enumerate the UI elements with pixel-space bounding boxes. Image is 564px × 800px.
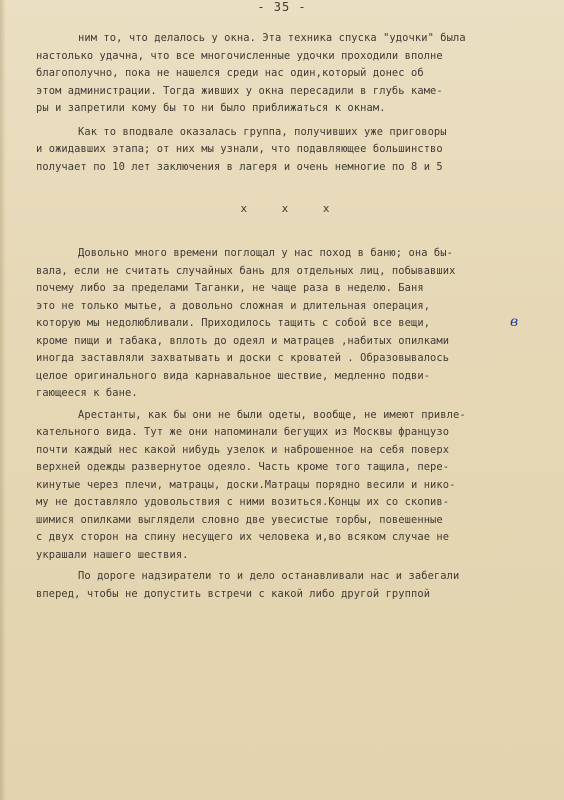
text-line: вперед, чтобы не допустить встречи с какой либо другой группой [36, 587, 431, 600]
text-line: почти каждый нес какой нибудь узелок и наброшенное на себя поверх [36, 443, 450, 456]
text-line: Как то вподвале оказалась группа, получивших уже приговоры [78, 125, 447, 138]
text-line: гающееся к бане. [36, 387, 138, 399]
text-line: которую мы недолюбливали. Приходилось тащить с собой все вещи, [36, 317, 431, 329]
paper-edge [0, 0, 6, 800]
text-line: По дороге надзиратели то и дело останавливали нас и забегали [78, 570, 460, 582]
text-line: Довольно много времени поглощал у нас поход в баню; она бы- [78, 247, 453, 259]
handwritten-correction: в [510, 314, 519, 330]
text-line: кинутые через плечи, матрацы, доски.Матрацы порядно весили и нико- [36, 478, 456, 491]
document-body [36, 30, 548, 603]
text-line: получает по 10 лет заключения в лагеря и очень немногие по 8 и 5 [36, 160, 443, 173]
text-line: почему либо за пределами Таганки, не чаще раза в неделю. Баня [36, 282, 424, 294]
text-line: кроме пищи и табака, вплоть до одеял и матрацев ,набитых опилками [36, 334, 450, 347]
text-line: шимися опилками выглядели словно две увесистые торбы, повешенные [36, 513, 443, 526]
text-line: настолько удачна, что все многочисленные удочки проходили вполне [36, 49, 443, 62]
text-line: украшали нашего шествия. [36, 548, 189, 561]
text-line: этом администрации. Тогда живших у окна пересадили в глубь каме- [36, 84, 443, 97]
section-separator: x x x [240, 202, 344, 215]
text-line: ры и запретили кому бы то ни было приближаться к окнам. [36, 102, 386, 114]
text-line: му не доставляло удовольствия с ними возиться.Концы их со скопив- [36, 496, 450, 508]
text-line: вала, если не считать случайных бань для отдельных лиц, побывавших [36, 264, 456, 277]
text-line: целое оригинального вида карнавальное шествие, медленно подви- [36, 369, 431, 382]
text-line: это не только мытье, а довольно сложная и длительная операция, [36, 299, 431, 312]
page-number: - 35 - [257, 0, 307, 14]
text-line: верхней одежды развернутое одеяло. Часть кроме того тащила, пере- [36, 461, 450, 473]
text-line: благополучно, пока не нашелся среди нас один,который донес об [36, 67, 424, 79]
text-line: и ожидавших этапа; от них мы узнали, что подавляющее большинство [36, 143, 443, 155]
text-line: иногда заставляли захватывать и доски с кроватей . Образовывалось [36, 352, 450, 364]
text-line: ним то, что делалось у окна. Эта техника спуска "удочки" была [78, 32, 466, 44]
text-line: с двух сторон на спину несущего их человека и,во всяком случае не [36, 531, 450, 543]
text-line: кательного вида. Тут же они напоминали бегущих из Москвы французо [36, 426, 450, 438]
text-line: Арестанты, как бы они не были одеты, вообще, не имеют привле- [78, 408, 466, 421]
